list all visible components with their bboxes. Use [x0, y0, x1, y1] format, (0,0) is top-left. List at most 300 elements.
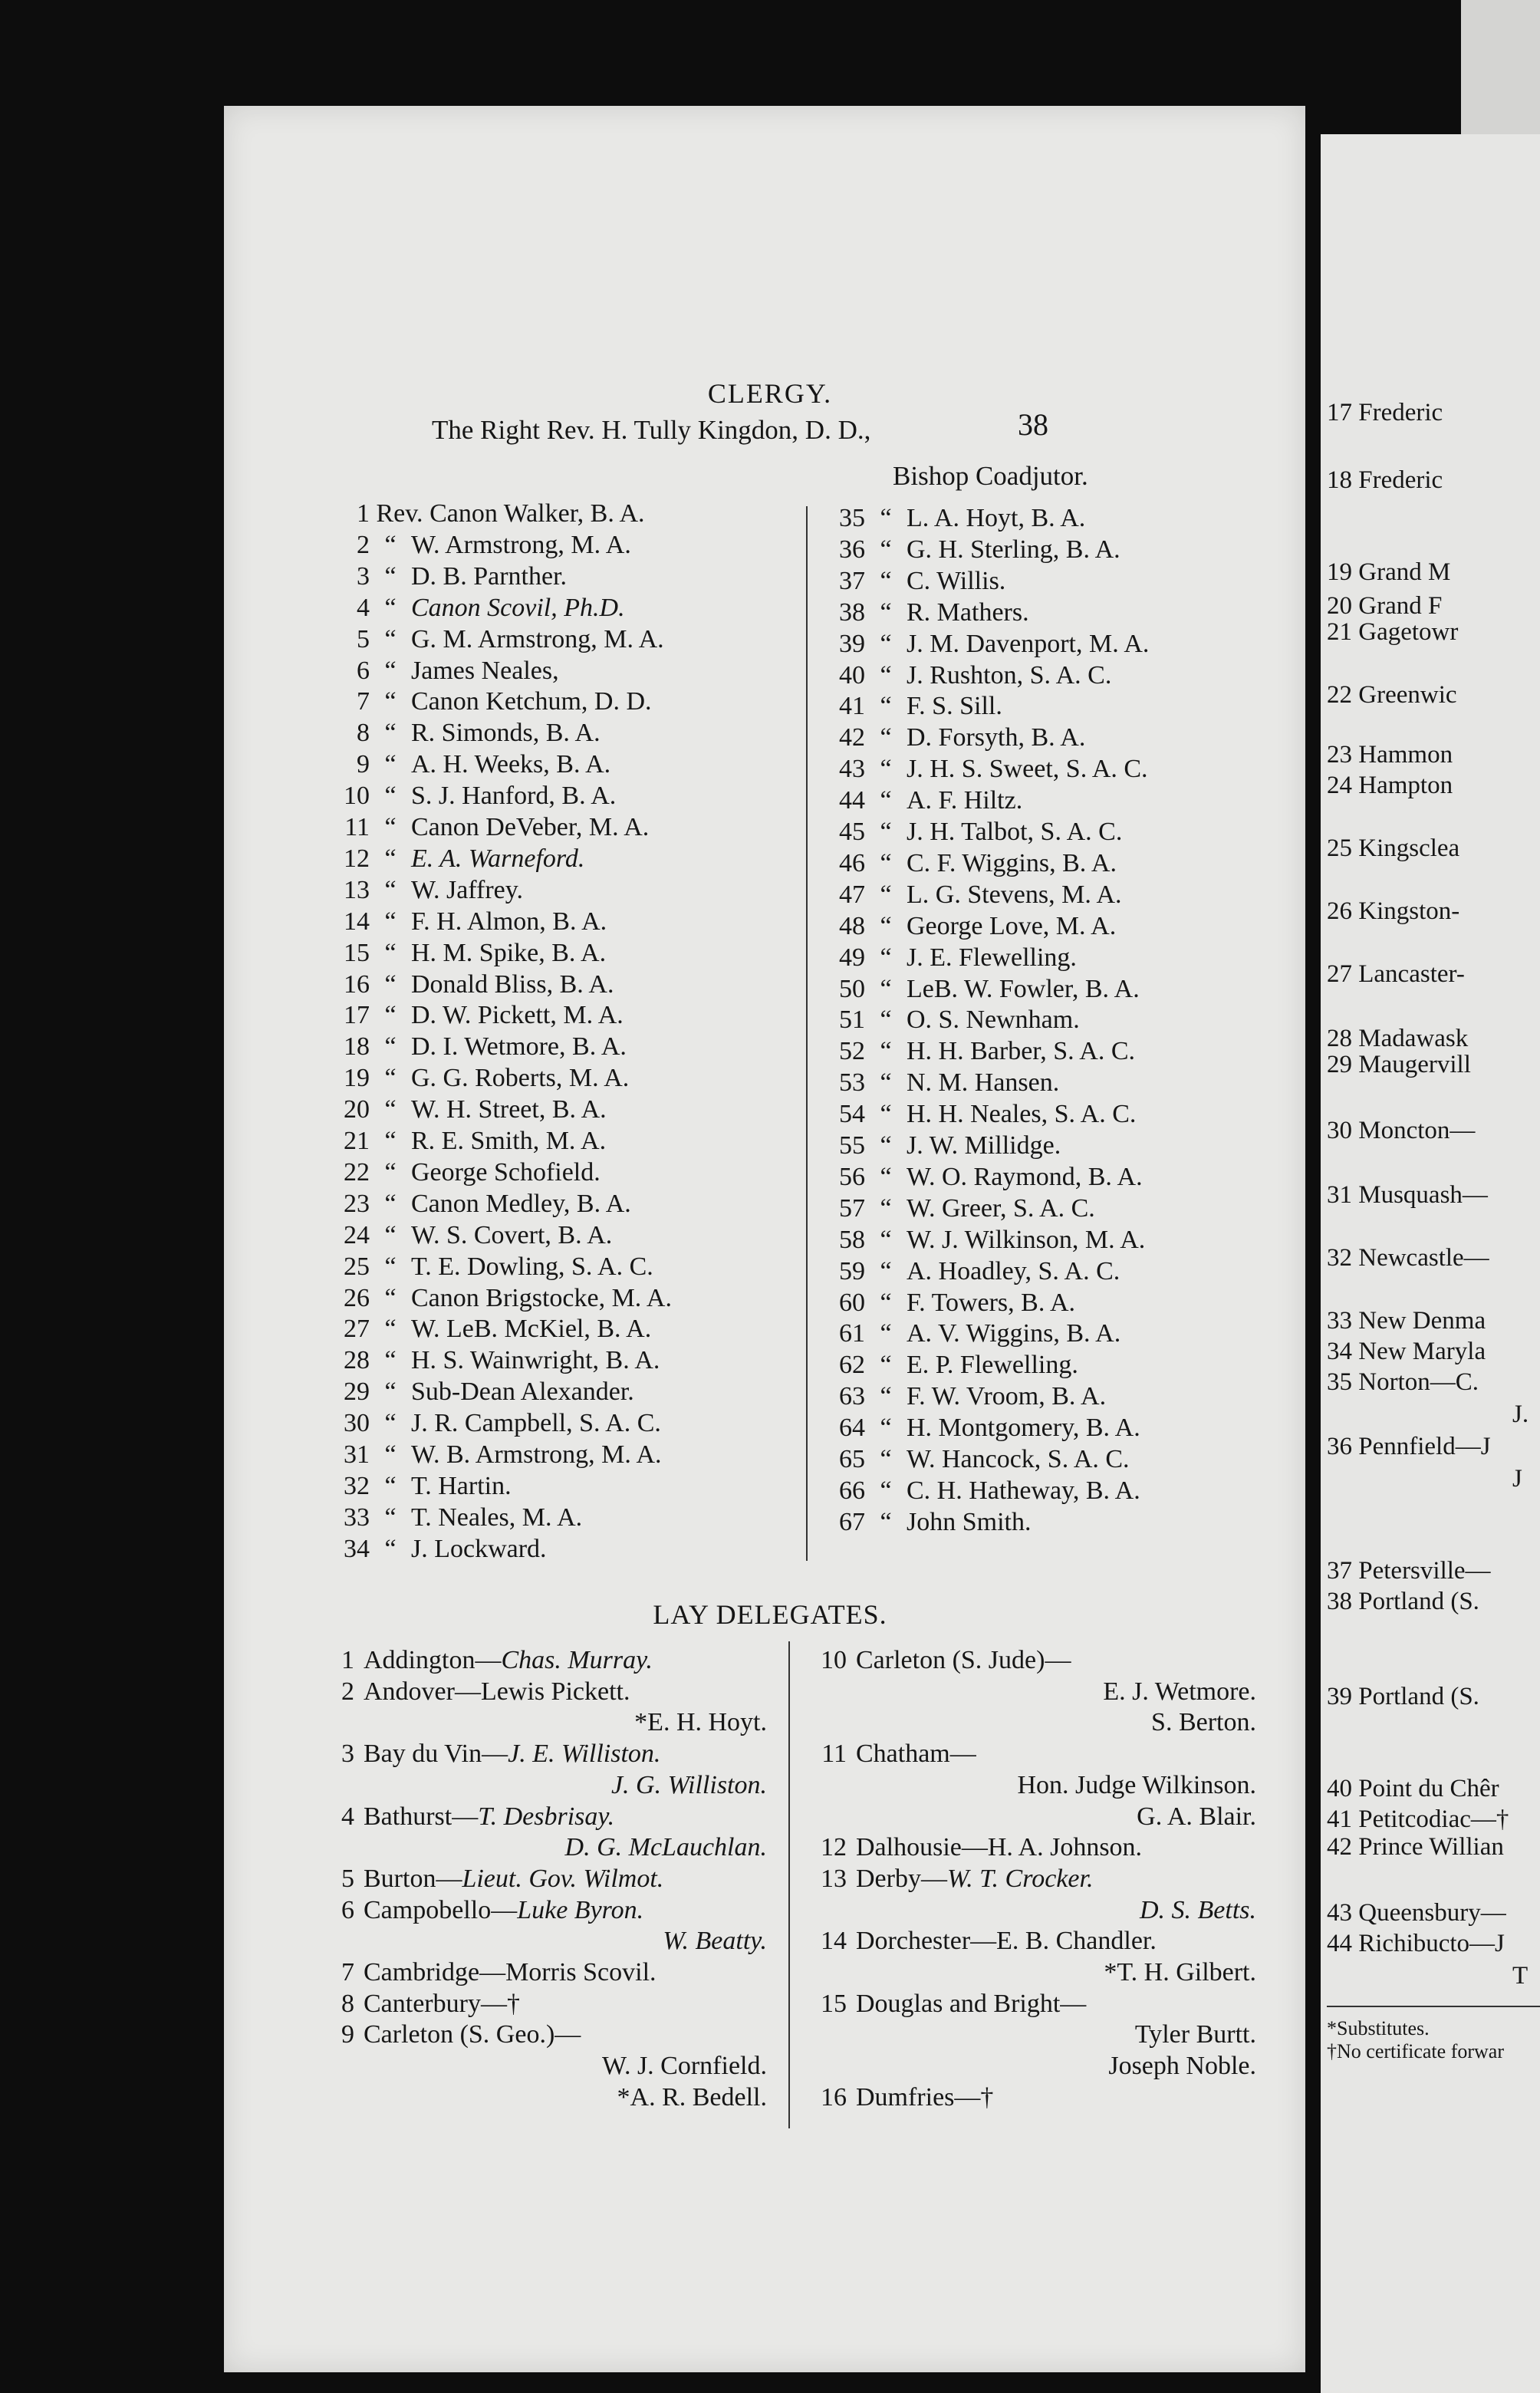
ditto-mark: “ [880, 1100, 892, 1129]
clergy-name: W. O. Raymond, B. A. [907, 1162, 1143, 1191]
clergy-name: G. G. Roberts, M. A. [411, 1064, 630, 1093]
clergy-entry [828, 911, 1116, 942]
entry-number: 31 [344, 1440, 370, 1469]
entry-number: 18 [344, 1032, 370, 1062]
clergy-entry [828, 1444, 1130, 1475]
clergy-entry [337, 561, 567, 592]
clergy-name: Canon Brigstocke, M. A. [411, 1283, 672, 1312]
delegate-name: G. A. Blair. [1137, 1802, 1256, 1831]
clergy-entry [337, 1000, 624, 1031]
clergy-name: O. S. Newnham. [907, 1006, 1080, 1035]
clergy-name: D. I. Wetmore, B. A. [411, 1032, 627, 1062]
parish-name: Chatham— [856, 1740, 976, 1769]
parish-name: Campobello— [364, 1895, 518, 1924]
delegate-name: H. A. Johnson. [987, 1833, 1143, 1862]
clergy-name: F. H. Almon, B. A. [411, 907, 607, 936]
delegate-name: † [980, 2082, 994, 2112]
entry-number: 62 [839, 1351, 865, 1380]
clergy-entry [828, 1162, 1143, 1193]
clergy-name: T. Neales, M. A. [411, 1503, 583, 1532]
entry-number: 30 [344, 1409, 370, 1438]
clergy-entry [828, 691, 1002, 722]
clergy-entry [828, 1099, 1136, 1130]
clergy-entry [337, 1032, 627, 1062]
clergy-name: J. Lockward. [411, 1534, 547, 1563]
ditto-mark: “ [880, 943, 892, 972]
clergy-entry [828, 1036, 1135, 1067]
ditto-mark: “ [384, 1252, 397, 1281]
entry-number: 60 [839, 1288, 865, 1317]
lay-delegate-entry [818, 1739, 976, 1769]
entry-number: 51 [839, 1006, 865, 1035]
clergy-entry [337, 1471, 512, 1502]
lay-delegate-entry [337, 2019, 581, 2050]
footnote-no-certificate: †No certificate forwar [1327, 2040, 1504, 2062]
clergy-name: A. V. Wiggins, B. A. [907, 1319, 1121, 1348]
next-page-entry: 38 Portland (S. [1327, 1588, 1479, 1615]
delegate-name: *A. R. Bedell. [617, 2082, 767, 2112]
entry-number: 11 [344, 813, 370, 841]
clergy-name: D. W. Pickett, M. A. [411, 1001, 624, 1030]
clergy-name: G. H. Sterling, B. A. [907, 535, 1120, 564]
clergy-entry [828, 1413, 1140, 1443]
next-page-entry: J [1512, 1465, 1522, 1493]
ditto-mark: “ [384, 1534, 397, 1563]
clergy-entry [828, 629, 1149, 660]
parish-name: Douglas and Bright— [856, 1989, 1087, 2018]
next-page-entry: 43 Queensbury— [1327, 1899, 1506, 1927]
delegate-name: E. B. Chandler. [996, 1927, 1157, 1956]
lay-delegate-entry [818, 1864, 1093, 1894]
ditto-mark: “ [384, 530, 397, 559]
ditto-mark: “ [880, 723, 892, 752]
delegate-name: Hon. Judge Wilkinson. [1017, 1770, 1256, 1799]
next-page-entry: 34 New Maryla [1327, 1338, 1486, 1365]
entry-number: 50 [839, 974, 865, 1003]
bishop-line: The Right Rev. H. Tully Kingdon, D. D., [432, 415, 871, 445]
clergy-entry [337, 1063, 629, 1094]
next-page-entry: 39 Portland (S. [1327, 1683, 1479, 1710]
entry-number: 67 [839, 1507, 865, 1536]
ditto-mark: “ [880, 974, 892, 1003]
clergy-entry [828, 1476, 1140, 1506]
clergy-name: J. R. Campbell, S. A. C. [411, 1409, 661, 1438]
delegate-name: W. J. Cornfield. [601, 2052, 767, 2081]
clergy-entry [828, 503, 1085, 534]
entry-number: 6 [357, 656, 370, 685]
clergy-entry [337, 907, 607, 937]
clergy-entry [828, 1131, 1061, 1161]
clergy-entry [337, 1252, 653, 1282]
clergy-entry [337, 781, 616, 811]
ditto-mark: “ [880, 629, 892, 658]
clergy-entry [828, 880, 1122, 910]
clergy-entry [337, 656, 559, 686]
entry-number: 9 [341, 2020, 354, 2049]
ditto-mark: “ [880, 1131, 892, 1160]
entry-number: 8 [357, 719, 370, 748]
clergy-name: Canon DeVeber, M. A. [411, 813, 650, 841]
ditto-mark: “ [384, 750, 397, 779]
clergy-entry [337, 749, 610, 780]
clergy-name: Canon Ketchum, D. D. [411, 687, 652, 716]
clergy-entry [337, 812, 649, 843]
parish-name: Dorchester— [856, 1927, 997, 1956]
clergy-name: F. W. Vroom, B. A. [907, 1382, 1107, 1411]
clergy-entry [828, 1005, 1080, 1035]
clergy-name: W. Jaffrey. [411, 875, 524, 904]
lay-column-rule [788, 1641, 790, 2128]
clergy-entry [828, 1193, 1095, 1224]
next-page-entry: 19 Grand M [1327, 558, 1451, 586]
clergy-entry [337, 593, 625, 624]
clergy-entry [828, 974, 1140, 1005]
footnote-rule [1327, 2006, 1540, 2007]
delegate-name: Luke Byron. [517, 1895, 644, 1924]
ditto-mark: “ [384, 969, 397, 999]
clergy-name: C. Willis. [907, 566, 1006, 595]
ditto-mark: “ [880, 1068, 892, 1098]
clergy-name: Canon Walker, B. A. [429, 499, 645, 528]
next-page-entry: 27 Lancaster- [1327, 960, 1465, 988]
clergy-entry [828, 848, 1117, 879]
ditto-mark: “ [880, 1507, 892, 1536]
entry-number: 13 [344, 875, 370, 904]
clergy-entry [337, 875, 523, 906]
entry-number: 49 [839, 943, 865, 972]
entry-number: 7 [357, 687, 370, 716]
ditto-mark: “ [384, 813, 397, 841]
next-page-entry: 40 Point du Chêr [1327, 1775, 1499, 1802]
adjacent-page-edge [1461, 0, 1540, 134]
delegate-name: Chas. Murray. [501, 1646, 653, 1674]
entry-number: 53 [839, 1068, 865, 1098]
ditto-mark: “ [384, 1001, 397, 1030]
clergy-name: W. LeB. McKiel, B. A. [411, 1315, 652, 1344]
entry-number: 55 [839, 1131, 865, 1160]
clergy-name: J. E. Flewelling. [907, 943, 1077, 972]
parish-name: Derby— [856, 1864, 947, 1893]
ditto-mark: “ [384, 844, 397, 873]
lay-delegate-entry [818, 1926, 1157, 1957]
clergy-heading: CLERGY. [707, 378, 833, 409]
ditto-mark: “ [384, 938, 397, 967]
clergy-name: J. M. Davenport, M. A. [907, 629, 1150, 658]
clergy-name: H. S. Wainwright, B. A. [411, 1346, 660, 1375]
clergy-name: L. A. Hoyt, B. A. [907, 504, 1086, 532]
parish-name: Bathurst— [364, 1802, 479, 1831]
ditto-mark: “ [880, 880, 892, 909]
delegate-name: J. E. Williston. [508, 1740, 661, 1769]
clergy-entry [828, 817, 1122, 848]
clergy-name: J. W. Millidge. [907, 1131, 1061, 1160]
delegate-name: D. S. Betts. [1139, 1895, 1256, 1924]
clergy-entry [337, 1440, 662, 1470]
clergy-entry [828, 1507, 1031, 1538]
clergy-entry [828, 1381, 1106, 1412]
entry-number: 44 [839, 786, 865, 815]
entry-number: 56 [839, 1162, 865, 1191]
clergy-name: George Schofield. [411, 1157, 601, 1187]
lay-delegate-entry [337, 1739, 660, 1769]
clergy-name: W. Hancock, S. A. C. [907, 1445, 1130, 1473]
lay-delegate-entry [337, 1677, 630, 1707]
clergy-name: C. F. Wiggins, B. A. [907, 848, 1117, 877]
entry-number: 23 [344, 1189, 370, 1218]
ditto-mark: “ [880, 1006, 892, 1035]
ditto-mark: “ [880, 755, 892, 784]
clergy-entry [337, 1189, 631, 1220]
clergy-name: W. S. Covert, B. A. [411, 1220, 613, 1249]
clergy-name: H. M. Spike, B. A. [411, 938, 607, 967]
ditto-mark: “ [384, 1440, 397, 1469]
entry-number: 65 [839, 1445, 865, 1473]
entry-number: 10 [821, 1646, 847, 1674]
entry-number: 48 [839, 911, 865, 940]
next-page-entry: 32 Newcastle— [1327, 1244, 1489, 1272]
entry-number: 3 [357, 561, 370, 591]
next-page-entry: 24 Hampton [1327, 772, 1453, 799]
clergy-entry [337, 844, 584, 874]
page-number: 38 [1018, 407, 1048, 442]
entry-number: 5 [357, 624, 370, 653]
entry-number: 34 [344, 1534, 370, 1563]
entry-number: 40 [839, 660, 865, 690]
clergy-entry [337, 1408, 661, 1439]
ditto-mark: “ [880, 1351, 892, 1380]
parish-name: Carleton (S. Geo.)— [364, 2020, 581, 2049]
entry-number: 19 [344, 1064, 370, 1093]
delegate-name: S. Berton. [1151, 1708, 1256, 1737]
next-page-entry: 20 Grand F [1327, 592, 1443, 620]
next-page-entry: 35 Norton—C. [1327, 1368, 1479, 1396]
entry-number: 14 [821, 1927, 847, 1956]
ditto-mark: “ [384, 875, 397, 904]
clergy-entry [828, 754, 1148, 785]
clergy-name: R. Simonds, B. A. [411, 719, 601, 748]
clergy-entry [828, 943, 1077, 973]
entry-number: 46 [839, 848, 865, 877]
ditto-mark: “ [880, 1445, 892, 1473]
ditto-mark: “ [384, 907, 397, 936]
entry-number: 4 [357, 593, 370, 622]
next-page-entry: 26 Kingston- [1327, 897, 1460, 925]
entry-number: 20 [344, 1095, 370, 1124]
clergy-name: G. M. Armstrong, M. A. [411, 624, 664, 653]
lay-delegate-entry [818, 2082, 993, 2113]
next-page-entry: 29 Maugervill [1327, 1051, 1471, 1078]
clergy-name: George Love, M. A. [907, 911, 1117, 940]
ditto-mark: “ [384, 1157, 397, 1187]
lay-delegate-entry [337, 1864, 663, 1894]
delegate-name: *T. H. Gilbert. [1104, 1958, 1256, 1986]
ditto-mark: “ [880, 1319, 892, 1348]
lay-delegate-entry [337, 1957, 656, 1988]
ditto-mark: “ [384, 1283, 397, 1312]
lay-delegate-entry [818, 1832, 1142, 1863]
entry-number: 2 [341, 1677, 354, 1706]
ditto-mark: “ [880, 504, 892, 532]
next-page-entry: 17 Frederic [1327, 399, 1443, 426]
clergy-name: W. B. Armstrong, M. A. [411, 1440, 662, 1469]
clergy-entry [828, 566, 1005, 597]
next-page-entry: 25 Kingsclea [1327, 834, 1460, 862]
entry-number: 21 [344, 1127, 370, 1155]
entry-number: 8 [341, 1989, 354, 2018]
clergy-name: Donald Bliss, B. A. [411, 969, 614, 999]
lay-delegate-entry [818, 1989, 1086, 2019]
clergy-name: Canon Medley, B. A. [411, 1189, 631, 1218]
ditto-mark: “ [880, 535, 892, 564]
clergy-name: C. H. Hatheway, B. A. [907, 1476, 1140, 1505]
ditto-mark: “ [880, 848, 892, 877]
delegate-name: D. G. McLauchlan. [564, 1833, 767, 1862]
clergy-entry [828, 1288, 1075, 1318]
clergy-entry [828, 1256, 1120, 1287]
entry-number: 33 [344, 1503, 370, 1532]
entry-number: 7 [341, 1958, 354, 1986]
ditto-mark: “ [880, 818, 892, 846]
entry-number: 63 [839, 1382, 865, 1411]
clergy-entry [337, 624, 664, 655]
clergy-name: A. H. Weeks, B. A. [411, 750, 611, 779]
clergy-entry [828, 785, 1022, 816]
entry-number: 11 [821, 1740, 847, 1769]
entry-number: 12 [344, 844, 370, 873]
parish-name: Bay du Vin— [364, 1740, 508, 1769]
entry-number: 5 [341, 1864, 354, 1893]
clergy-entry [337, 1126, 606, 1157]
entry-number: 57 [839, 1193, 865, 1223]
clergy-entry [828, 1318, 1120, 1349]
ditto-mark: “ [880, 1382, 892, 1411]
entry-number: 24 [344, 1220, 370, 1249]
ditto-mark: “ [384, 561, 397, 591]
ditto-mark: “ [880, 1476, 892, 1505]
entry-number: 36 [839, 535, 865, 564]
clergy-name: James Neales, [411, 656, 559, 685]
parish-name: Canterbury— [364, 1989, 507, 2018]
entry-number: 12 [821, 1833, 847, 1862]
delegate-name: Morris Scovil. [505, 1958, 656, 1986]
ditto-mark: “ [880, 566, 892, 595]
next-page-entry: 33 New Denma [1327, 1307, 1486, 1335]
entry-number: 54 [839, 1100, 865, 1129]
entry-number: 17 [344, 1001, 370, 1030]
clergy-name: John Smith. [907, 1507, 1032, 1536]
entry-number: 28 [344, 1346, 370, 1375]
entry-number: 22 [344, 1157, 370, 1187]
ditto-mark: “ [880, 786, 892, 815]
clergy-name: H. H. Neales, S. A. C. [907, 1100, 1137, 1129]
entry-number: 29 [344, 1378, 370, 1407]
bishop-title: Bishop Coadjutor. [893, 461, 1088, 491]
next-page-entry: 28 Madawask [1327, 1025, 1469, 1052]
ditto-mark: “ [384, 1095, 397, 1124]
entry-number: 16 [821, 2082, 847, 2112]
entry-number: 64 [839, 1414, 865, 1443]
clergy-name: S. J. Hanford, B. A. [411, 782, 617, 811]
clergy-name: N. M. Hansen. [907, 1068, 1060, 1098]
entry-number: 61 [839, 1319, 865, 1348]
clergy-entry [337, 718, 601, 749]
entry-number: 14 [344, 907, 370, 936]
ditto-mark: “ [880, 597, 892, 627]
next-page-entry: 31 Musquash— [1327, 1181, 1488, 1209]
delegate-name: Tyler Burtt. [1134, 2020, 1256, 2049]
next-page-entry: 41 Petitcodiac—† [1327, 1805, 1509, 1833]
entry-number: 3 [341, 1740, 354, 1769]
entry-number: 37 [839, 566, 865, 595]
lay-delegate-entry [337, 1895, 643, 1926]
parish-name: Dalhousie— [856, 1833, 988, 1862]
clergy-name: A. Hoadley, S. A. C. [907, 1256, 1120, 1285]
ditto-mark: “ [880, 660, 892, 690]
clergy-entry [337, 1314, 651, 1345]
parish-name: Addington— [364, 1646, 502, 1674]
clergy-entry [828, 723, 1085, 753]
ditto-mark: “ [880, 1225, 892, 1254]
clergy-entry [337, 1157, 601, 1188]
clergy-name: E. P. Flewelling. [907, 1351, 1078, 1380]
clergy-column-rule [806, 506, 808, 1561]
ditto-mark: “ [384, 656, 397, 685]
clergy-name: L. G. Stevens, M. A. [907, 880, 1122, 909]
clergy-name: R. E. Smith, M. A. [411, 1127, 607, 1155]
entry-number: 38 [839, 597, 865, 627]
ditto-mark: “ [384, 1127, 397, 1155]
entry-number: 16 [344, 969, 370, 999]
clergy-entry [337, 1220, 612, 1251]
clergy-name: LeB. W. Fowler, B. A. [907, 974, 1140, 1003]
entry-number: 41 [839, 692, 865, 721]
clergy-name: H. Montgomery, B. A. [907, 1414, 1140, 1443]
delegate-name: W. Beatty. [663, 1927, 767, 1956]
clergy-name: A. F. Hiltz. [907, 786, 1023, 815]
ditto-mark: “ [384, 1346, 397, 1375]
clergy-name: T. E. Dowling, S. A. C. [411, 1252, 653, 1281]
next-page [1321, 134, 1540, 2393]
ditto-mark: “ [880, 1162, 892, 1191]
entry-number: 27 [344, 1315, 370, 1344]
entry-number: 58 [839, 1225, 865, 1254]
entry-number: 1 [341, 1646, 354, 1674]
entry-number: 32 [344, 1471, 370, 1500]
ditto-mark: “ [880, 911, 892, 940]
clergy-entry [337, 499, 645, 529]
parish-name: Dumfries— [856, 2082, 981, 2112]
entry-number: 25 [344, 1252, 370, 1281]
clergy-name: W. Greer, S. A. C. [907, 1193, 1095, 1223]
clergy-name: J. H. Talbot, S. A. C. [907, 818, 1123, 846]
clergy-name: D. Forsyth, B. A. [907, 723, 1086, 752]
ditto-mark: “ [880, 1256, 892, 1285]
next-page-entry: 23 Hammon [1327, 741, 1453, 769]
delegate-name: Lieut. Gov. Wilmot. [462, 1864, 664, 1893]
next-page-entry: 30 Moncton— [1327, 1117, 1476, 1144]
clergy-name: Sub-Dean Alexander. [411, 1378, 634, 1407]
ditto-mark: “ [880, 1288, 892, 1317]
entry-number: 66 [839, 1476, 865, 1505]
clergy-entry [337, 686, 652, 717]
ditto-mark: “ [384, 1189, 397, 1218]
delegate-name: Joseph Noble. [1108, 2052, 1256, 2081]
delegate-name: W. T. Crocker. [946, 1864, 1094, 1893]
lay-delegate-entry [337, 1645, 653, 1676]
parish-name: Carleton (S. Jude)— [856, 1646, 1071, 1674]
next-page-entry: 21 Gagetowr [1327, 618, 1459, 646]
entry-number: 15 [821, 1989, 847, 2018]
